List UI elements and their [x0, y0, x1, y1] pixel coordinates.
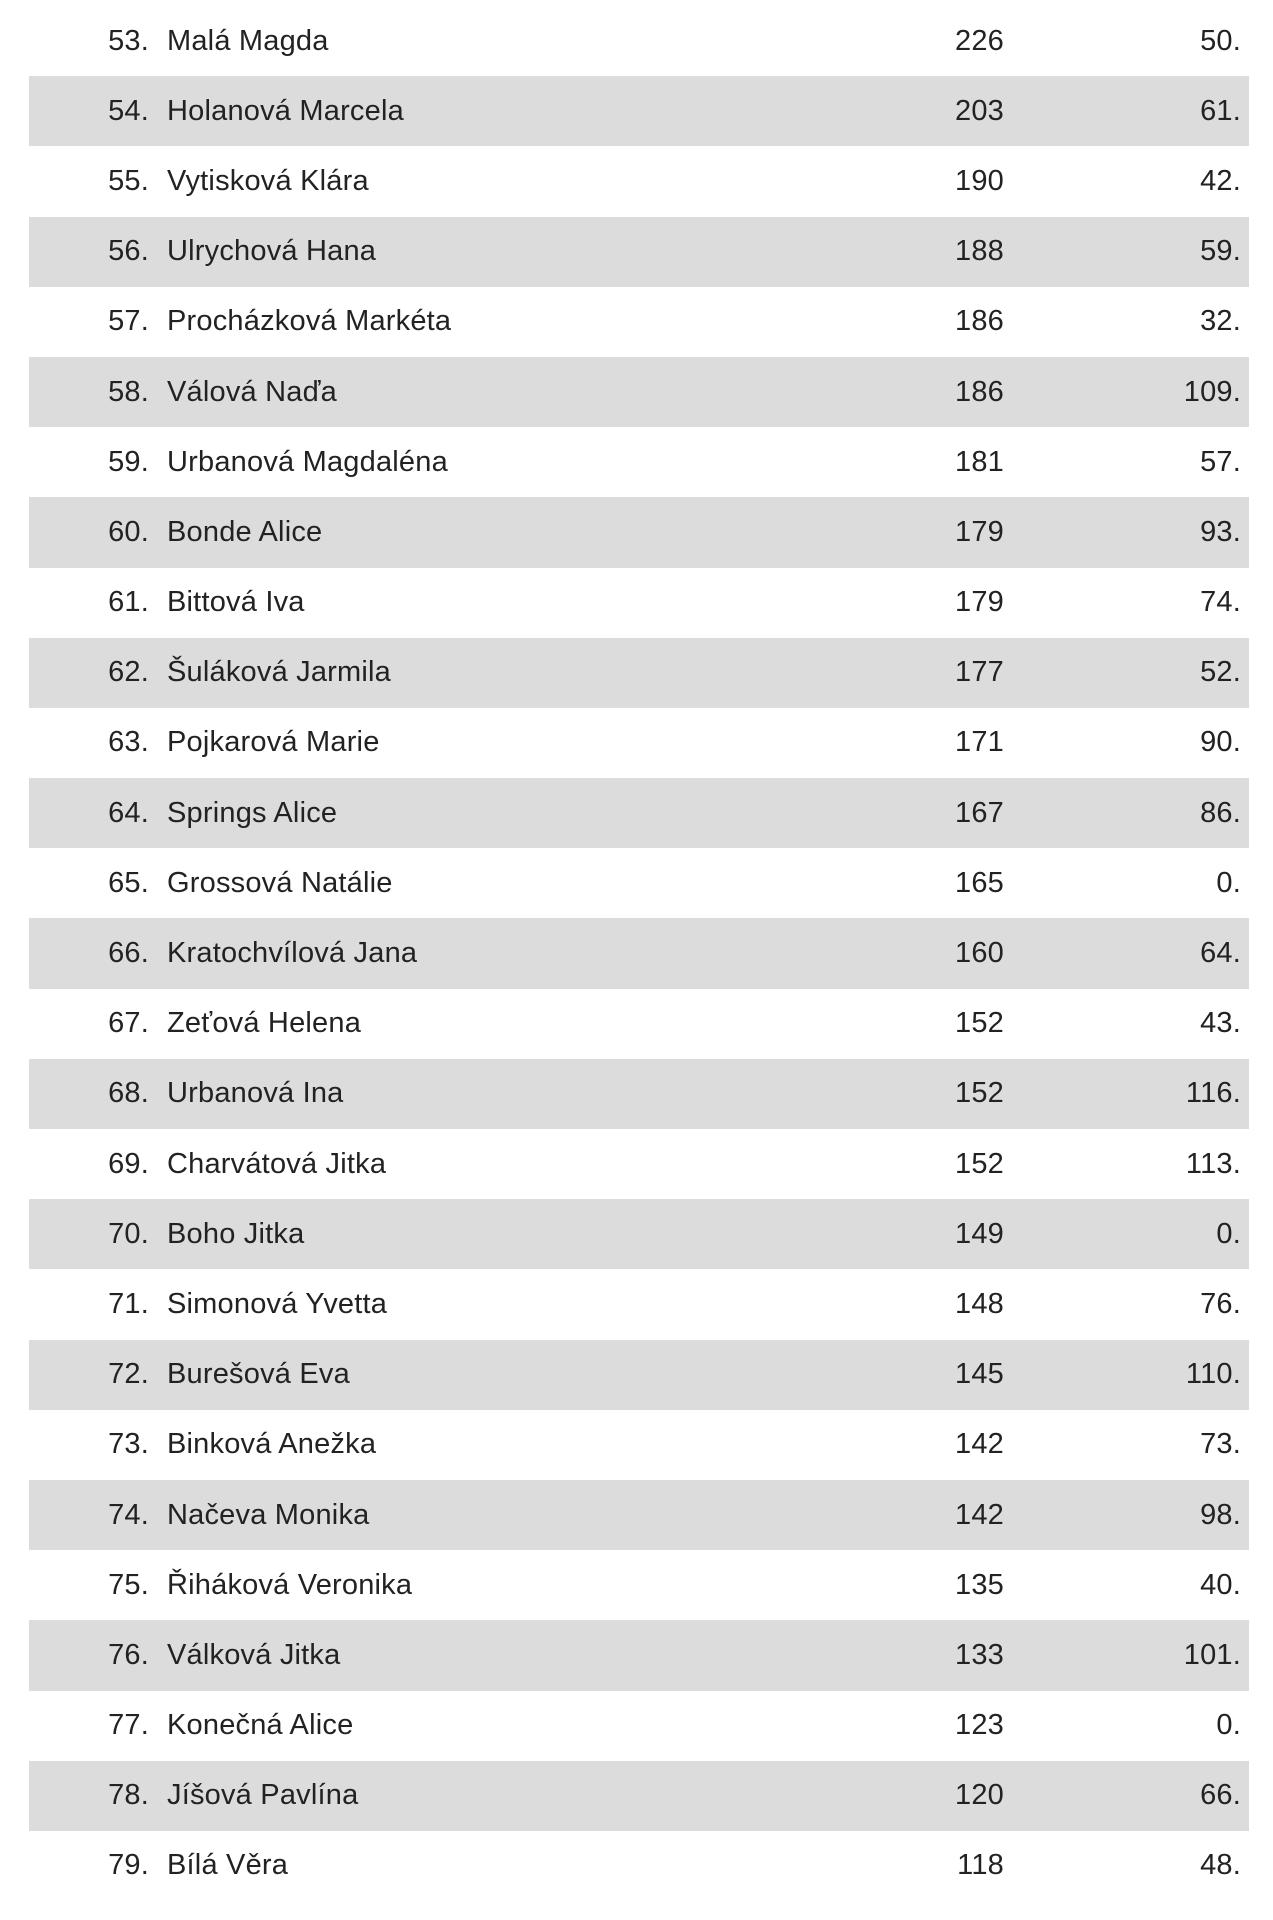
table-row — [29, 6, 1249, 76]
table-row — [29, 357, 1249, 427]
place-cell: 0. — [1216, 866, 1241, 899]
name-cell: Válková Jitka — [167, 1638, 341, 1671]
table-row — [29, 1410, 1249, 1480]
place-cell: 76. — [1200, 1287, 1241, 1320]
rank-cell: 57. — [108, 305, 149, 338]
score-cell: 123 — [955, 1709, 1004, 1742]
score-cell: 142 — [955, 1498, 1004, 1531]
name-cell: Kratochvílová Jana — [167, 937, 418, 970]
rank-cell: 68. — [108, 1077, 149, 1110]
name-cell: Jíšová Pavlína — [167, 1779, 359, 1812]
place-cell: 73. — [1200, 1428, 1241, 1461]
score-cell: 203 — [955, 94, 1004, 127]
place-cell: 64. — [1200, 937, 1241, 970]
score-cell: 186 — [955, 375, 1004, 408]
place-cell: 86. — [1200, 796, 1241, 829]
score-cell: 190 — [955, 164, 1004, 197]
name-cell: Grossová Natálie — [167, 866, 393, 899]
score-cell: 120 — [955, 1779, 1004, 1812]
rank-cell: 63. — [108, 726, 149, 759]
place-cell: 98. — [1200, 1498, 1241, 1531]
score-cell: 179 — [955, 515, 1004, 548]
place-cell: 57. — [1200, 445, 1241, 478]
table-row — [29, 146, 1249, 216]
place-cell: 109. — [1183, 375, 1241, 408]
rank-cell: 59. — [108, 445, 149, 478]
name-cell: Boho Jitka — [167, 1217, 305, 1250]
rank-cell: 72. — [108, 1358, 149, 1391]
name-cell: Bonde Alice — [167, 515, 323, 548]
score-cell: 188 — [955, 235, 1004, 268]
rank-cell: 61. — [108, 586, 149, 619]
score-cell: 226 — [955, 24, 1004, 57]
place-cell: 66. — [1200, 1779, 1241, 1812]
table-row — [29, 1691, 1249, 1761]
name-cell: Válová Naďa — [167, 375, 337, 408]
place-cell: 43. — [1200, 1007, 1241, 1040]
table-row — [29, 1550, 1249, 1620]
name-cell: Šuláková Jarmila — [167, 656, 392, 689]
table-row — [29, 287, 1249, 357]
place-cell: 74. — [1200, 586, 1241, 619]
table-row — [29, 1129, 1249, 1199]
rank-cell: 60. — [108, 515, 149, 548]
name-cell: Řiháková Veronika — [167, 1568, 413, 1601]
place-cell: 50. — [1200, 24, 1241, 57]
place-cell: 113. — [1185, 1147, 1241, 1180]
rank-cell: 69. — [108, 1147, 149, 1180]
rank-cell: 58. — [108, 375, 149, 408]
rank-cell: 53. — [108, 24, 149, 57]
table-row — [29, 918, 1249, 988]
rank-cell: 67. — [108, 1007, 149, 1040]
name-cell: Bílá Věra — [167, 1849, 289, 1882]
rank-cell: 78. — [108, 1779, 149, 1812]
score-cell: 118 — [957, 1849, 1004, 1882]
score-cell: 148 — [955, 1287, 1004, 1320]
rank-cell: 74. — [108, 1498, 149, 1531]
table-row — [29, 1340, 1249, 1410]
table-row — [29, 778, 1249, 848]
score-cell: 133 — [955, 1638, 1004, 1671]
score-cell: 171 — [955, 726, 1004, 759]
rank-cell: 62. — [108, 656, 149, 689]
place-cell: 0. — [1216, 1217, 1241, 1250]
rank-cell: 79. — [108, 1849, 149, 1882]
place-cell: 0. — [1216, 1709, 1241, 1742]
rank-cell: 66. — [108, 937, 149, 970]
place-cell: 59. — [1200, 235, 1241, 268]
rank-cell: 71. — [108, 1287, 149, 1320]
score-cell: 142 — [955, 1428, 1004, 1461]
table-row — [29, 638, 1249, 708]
score-cell: 177 — [955, 656, 1004, 689]
place-cell: 61. — [1200, 94, 1241, 127]
place-cell: 101. — [1183, 1638, 1241, 1671]
place-cell: 32. — [1200, 305, 1241, 338]
name-cell: Procházková Markéta — [167, 305, 452, 338]
rank-cell: 75. — [108, 1568, 149, 1601]
place-cell: 42. — [1200, 164, 1241, 197]
table-row — [29, 708, 1249, 778]
score-cell: 145 — [955, 1358, 1004, 1391]
score-cell: 179 — [955, 586, 1004, 619]
table-row — [29, 1761, 1249, 1831]
table-row — [29, 989, 1249, 1059]
name-cell: Charvátová Jitka — [167, 1147, 387, 1180]
table-row — [29, 1269, 1249, 1339]
name-cell: Springs Alice — [167, 796, 338, 829]
place-cell: 52. — [1200, 656, 1241, 689]
table-row — [29, 1199, 1249, 1269]
rank-cell: 77. — [108, 1709, 149, 1742]
score-cell: 152 — [955, 1077, 1004, 1110]
place-cell: 110. — [1185, 1358, 1241, 1391]
name-cell: Zeťová Helena — [167, 1007, 362, 1040]
name-cell: Bittová Iva — [167, 586, 305, 619]
table-row — [29, 217, 1249, 287]
rank-cell: 65. — [108, 866, 149, 899]
name-cell: Simonová Yvetta — [167, 1287, 388, 1320]
name-cell: Holanová Marcela — [167, 94, 404, 127]
place-cell: 48. — [1200, 1849, 1241, 1882]
name-cell: Malá Magda — [167, 24, 329, 57]
score-cell: 149 — [955, 1217, 1004, 1250]
table-row — [29, 568, 1249, 638]
table-row — [29, 1480, 1249, 1550]
rank-cell: 54. — [108, 94, 149, 127]
rank-cell: 55. — [108, 164, 149, 197]
table-row — [29, 848, 1249, 918]
place-cell: 90. — [1200, 726, 1241, 759]
name-cell: Načeva Monika — [167, 1498, 370, 1531]
table-row — [29, 497, 1249, 567]
score-cell: 152 — [955, 1007, 1004, 1040]
place-cell: 93. — [1200, 515, 1241, 548]
score-cell: 160 — [955, 937, 1004, 970]
table-row — [29, 1620, 1249, 1690]
ranking-table — [29, 6, 1249, 1901]
name-cell: Pojkarová Marie — [167, 726, 380, 759]
rank-cell: 56. — [108, 235, 149, 268]
table-row — [29, 1059, 1249, 1129]
score-cell: 186 — [955, 305, 1004, 338]
name-cell: Konečná Alice — [167, 1709, 354, 1742]
place-cell: 40. — [1200, 1568, 1241, 1601]
rank-cell: 70. — [108, 1217, 149, 1250]
name-cell: Ulrychová Hana — [167, 235, 377, 268]
rank-cell: 76. — [108, 1638, 149, 1671]
name-cell: Burešová Eva — [167, 1358, 350, 1391]
name-cell: Vytisková Klára — [167, 164, 369, 197]
score-cell: 181 — [955, 445, 1004, 478]
table-row — [29, 76, 1249, 146]
score-cell: 135 — [955, 1568, 1004, 1601]
score-cell: 165 — [955, 866, 1004, 899]
place-cell: 116. — [1185, 1077, 1241, 1110]
name-cell: Urbanová Ina — [167, 1077, 344, 1110]
table-row — [29, 427, 1249, 497]
name-cell: Binková Anežka — [167, 1428, 377, 1461]
rank-cell: 73. — [108, 1428, 149, 1461]
table-row — [29, 1831, 1249, 1901]
name-cell: Urbanová Magdaléna — [167, 445, 448, 478]
score-cell: 152 — [955, 1147, 1004, 1180]
score-cell: 167 — [955, 796, 1004, 829]
rank-cell: 64. — [108, 796, 149, 829]
